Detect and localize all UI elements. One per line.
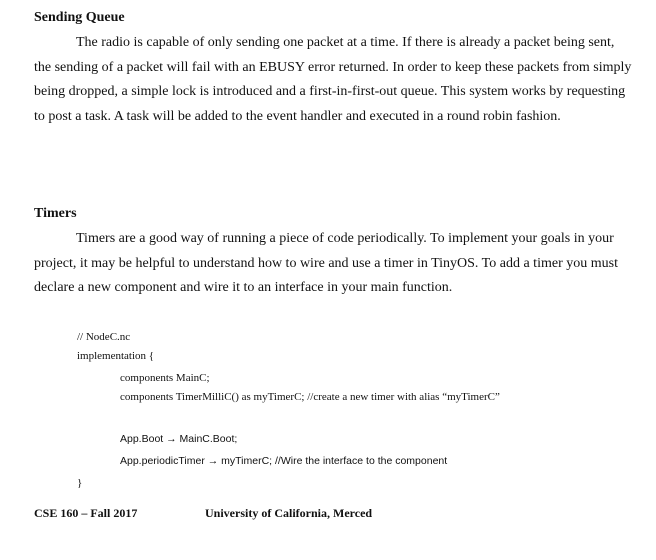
code-line-components-timer: components TimerMilliC() as myTimerC; //create a new timer with alias “myTimerC”: [120, 391, 500, 403]
footer-university: University of California, Merced: [205, 506, 373, 520]
code-line-components-mainc: components MainC;: [120, 372, 210, 384]
section-heading-timers: Timers: [34, 206, 77, 221]
code-line-comment: // NodeC.nc: [77, 331, 131, 343]
code-line-app-boot: App.Boot → MainC.Boot;: [120, 433, 238, 445]
code-line-closing-brace: }: [77, 477, 83, 489]
section-heading-sending-queue: Sending Queue: [34, 10, 125, 25]
paragraph-timers: Timers are a good way of running a piece of code periodically. To implement your goals in your project, it may be helpful to understand how to wire and use a timer in TinyOS. To add a timer you must declare a new component and wire it to an interface in your main function.: [34, 231, 618, 295]
code-line-app-periodic-timer: App.periodicTimer → myTimerC; //Wire the interface to the component: [120, 455, 448, 467]
code-line-implementation: implementation {: [77, 350, 155, 362]
paragraph-sending-queue: The radio is capable of only sending one packet at a time. If there is already a packet being sent, the sending of a packet will fail with an EBUSY error returned. In order to keep these packets from simply being dropped, a simple lock is introduced and a first-in-first-out queue. This system works by requesting to post a task. A task will be added to the event handler and executed in a round robin fashion.: [34, 35, 632, 124]
footer-course: CSE 160 – Fall 2017: [34, 506, 138, 520]
